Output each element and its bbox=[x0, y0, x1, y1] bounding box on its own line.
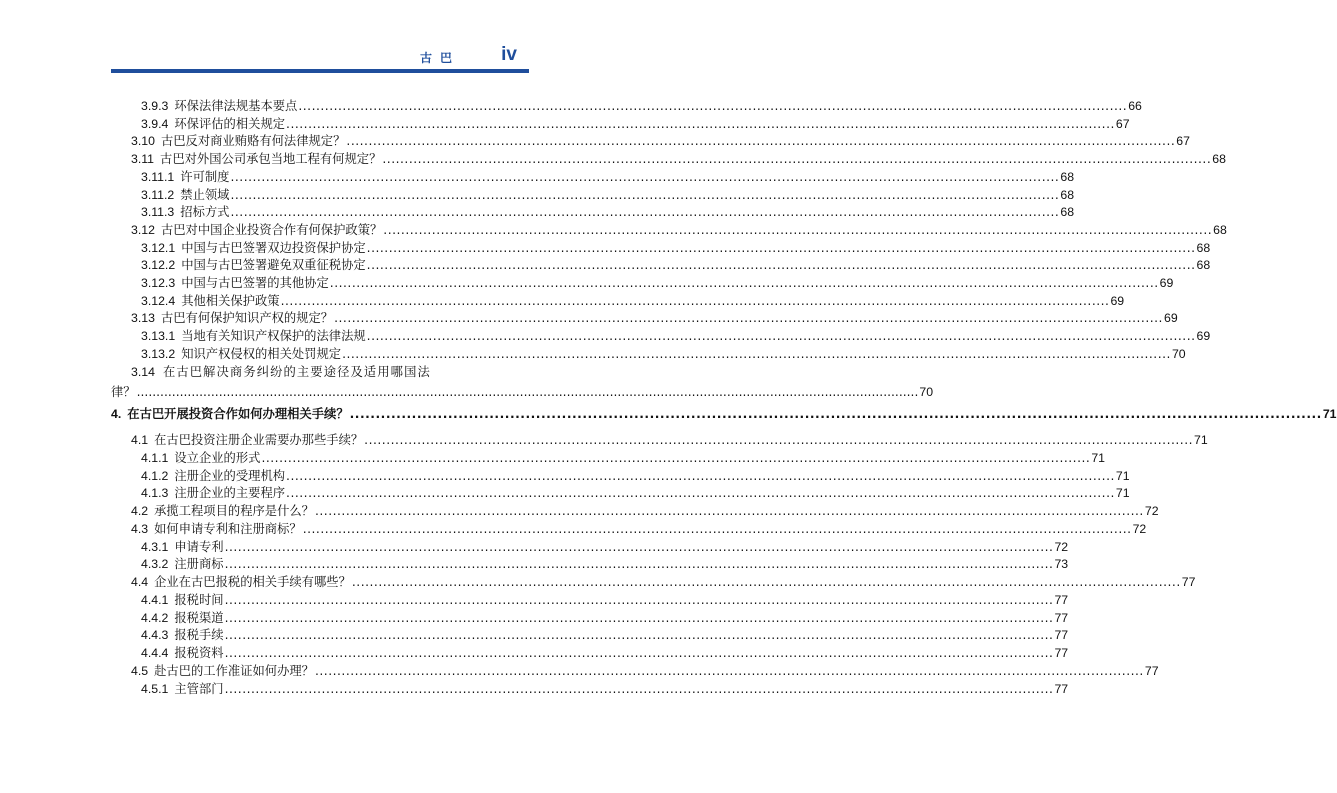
toc-entry-page: 68 bbox=[1212, 152, 1226, 167]
toc-entry[interactable] bbox=[111, 573, 1196, 591]
toc-entry-number: 4.4.4 bbox=[141, 646, 169, 660]
toc-entry-number: 3.10 bbox=[131, 134, 155, 149]
dot-leader bbox=[383, 221, 1212, 239]
dot-leader bbox=[261, 449, 1090, 467]
dot-leader bbox=[225, 644, 1054, 662]
toc-entry[interactable] bbox=[111, 609, 1069, 627]
dot-leader bbox=[281, 292, 1110, 310]
dot-leader bbox=[303, 520, 1132, 538]
toc-entry-page: 68 bbox=[1060, 187, 1075, 202]
dot-leader bbox=[346, 132, 1175, 150]
toc-entry-number: 3.12.4 bbox=[141, 293, 176, 308]
toc-entry-number: 4.1.1 bbox=[141, 450, 169, 465]
toc-entry-title: 环保法律法规基本要点 bbox=[174, 99, 298, 113]
toc-entry[interactable] bbox=[111, 186, 1075, 204]
dot-leader bbox=[382, 150, 1211, 168]
toc-entry-title: 注册企业的主要程序 bbox=[174, 486, 286, 501]
toc-entry-title: 申请专利 bbox=[174, 539, 224, 554]
toc-entry-number: 3.9.4 bbox=[141, 116, 169, 131]
toc-entry-page: 73 bbox=[1054, 557, 1069, 572]
dot-leader bbox=[342, 345, 1171, 363]
toc-entry-page: 66 bbox=[1128, 99, 1142, 113]
dot-leader: ........................................................................................................................................................................................................ bbox=[136, 384, 919, 399]
toc-entry-title: 报税资料 bbox=[174, 646, 224, 660]
toc-entry[interactable] bbox=[111, 221, 1227, 239]
dot-leader bbox=[315, 502, 1144, 520]
toc-entry[interactable] bbox=[111, 591, 1069, 609]
toc-entry-page: 71 bbox=[1091, 450, 1106, 465]
toc-entry-title: 其他相关保护政策 bbox=[181, 293, 280, 308]
dot-leader bbox=[364, 431, 1193, 449]
toc-entry-page: 68 bbox=[1060, 205, 1075, 220]
toc-entry-page: 69 bbox=[1159, 276, 1174, 290]
toc-entry-title: 报税渠道 bbox=[174, 610, 224, 625]
toc-entry[interactable] bbox=[111, 644, 1069, 662]
toc-entry-number: 3.11.3 bbox=[141, 205, 175, 220]
toc-entry-number: 3.14 bbox=[131, 364, 155, 379]
toc-entry-number: 4.4.3 bbox=[141, 628, 169, 643]
toc-entry-page: 71 bbox=[1322, 407, 1337, 421]
toc-entry-page: 77 bbox=[1054, 646, 1069, 660]
toc-entry-page: 71 bbox=[1115, 486, 1130, 501]
toc-entry-title: 设立企业的形式 bbox=[174, 450, 261, 465]
dot-leader bbox=[225, 626, 1054, 644]
dot-leader bbox=[350, 405, 1322, 423]
toc-entry[interactable] bbox=[111, 680, 1069, 698]
toc-entry-number: 4.4 bbox=[131, 575, 149, 589]
toc-entry-wrapped[interactable] bbox=[111, 362, 934, 402]
toc-entry-page: 77 bbox=[1054, 610, 1069, 625]
toc-entry-page: 71 bbox=[1194, 433, 1208, 447]
toc-entry-number: 3.12.1 bbox=[141, 240, 176, 255]
toc-entry[interactable] bbox=[111, 292, 1125, 310]
toc-entry[interactable] bbox=[111, 431, 1208, 449]
toc-entry[interactable] bbox=[111, 662, 1159, 680]
toc-entry-number: 4.4.1 bbox=[141, 592, 169, 607]
toc-entry-title: 在古巴投资注册企业需要办那些手续？ bbox=[154, 433, 364, 447]
toc-entry-page: 72 bbox=[1054, 539, 1069, 554]
toc-entry[interactable] bbox=[111, 150, 1226, 168]
dot-leader bbox=[286, 115, 1115, 133]
toc-entry-title: 在古巴解决商务纠纷的主要途径及适用哪国法 bbox=[162, 364, 431, 379]
toc-entry-title: 中国与古巴签署的其他协定 bbox=[181, 276, 329, 290]
toc-entry-title: 赴古巴的工作准证如何办理？ bbox=[154, 663, 314, 678]
toc-entry-number: 4.3.1 bbox=[141, 539, 169, 554]
toc-entry-number: 3.13.1 bbox=[141, 329, 176, 344]
toc-entry-page: 69 bbox=[1110, 293, 1125, 308]
toc-entry[interactable] bbox=[111, 555, 1069, 573]
dot-leader bbox=[225, 680, 1054, 698]
toc-entry-number: 3.12 bbox=[131, 222, 155, 237]
toc-entry[interactable] bbox=[111, 345, 1186, 363]
toc-entry-page: 77 bbox=[1054, 592, 1069, 607]
dot-leader bbox=[334, 309, 1163, 327]
toc-entry[interactable] bbox=[111, 626, 1069, 644]
toc-entry[interactable] bbox=[111, 405, 1337, 423]
dot-leader bbox=[286, 484, 1115, 502]
toc-entry-title-continued: 律？ bbox=[111, 384, 136, 399]
toc-entry-title: 中国与古巴签署避免双重征税协定 bbox=[181, 258, 366, 273]
toc-entry[interactable] bbox=[111, 168, 1075, 186]
toc-entry-number: 4.2 bbox=[131, 504, 149, 518]
dot-leader bbox=[225, 591, 1054, 609]
toc-entry-page: 77 bbox=[1181, 575, 1196, 589]
running-header-country: 古巴 bbox=[419, 51, 460, 65]
toc-entry[interactable] bbox=[111, 538, 1069, 556]
toc-entry-page: 71 bbox=[1115, 468, 1130, 483]
toc-entry-page: 77 bbox=[1054, 681, 1069, 696]
toc-entry-page: 68 bbox=[1213, 222, 1227, 237]
toc-entry[interactable] bbox=[111, 327, 1211, 345]
toc-entry-number: 3.12.2 bbox=[141, 258, 176, 273]
dot-leader bbox=[225, 555, 1054, 573]
toc-entry[interactable] bbox=[111, 467, 1130, 485]
toc-entry-title: 当地有关知识产权保护的法律法规 bbox=[181, 329, 366, 344]
toc-entry[interactable] bbox=[111, 449, 1106, 467]
dot-leader bbox=[225, 538, 1054, 556]
toc-entry-title: 环保评估的相关规定 bbox=[174, 116, 286, 131]
toc-entry-number: 3.13 bbox=[131, 311, 155, 326]
toc-entry[interactable] bbox=[111, 502, 1159, 520]
toc-entry-page: 69 bbox=[1163, 311, 1178, 326]
toc-entry-page: 72 bbox=[1132, 521, 1147, 536]
toc-entry-page: 67 bbox=[1115, 116, 1130, 131]
toc-entry[interactable] bbox=[111, 484, 1130, 502]
dot-leader bbox=[298, 97, 1127, 115]
toc-entry[interactable] bbox=[111, 132, 1190, 150]
toc-entry[interactable] bbox=[111, 520, 1147, 538]
toc-entry-title: 禁止领域 bbox=[180, 187, 230, 202]
toc-entry-number: 4.3.2 bbox=[141, 557, 169, 572]
toc-entry[interactable] bbox=[111, 256, 1211, 274]
toc-entry-title: 注册企业的受理机构 bbox=[174, 468, 286, 483]
toc-entry-number: 3.12.3 bbox=[141, 276, 176, 290]
toc-entry-number: 3.11 bbox=[131, 152, 155, 167]
toc-entry-number: 4. bbox=[111, 407, 122, 421]
dot-leader bbox=[230, 203, 1059, 221]
toc-entry-title: 许可制度 bbox=[180, 169, 230, 184]
dot-leader bbox=[352, 573, 1181, 591]
toc-entry[interactable] bbox=[111, 239, 1211, 257]
toc-entry-title: 承揽工程项目的程序是什么？ bbox=[154, 504, 314, 518]
toc-entry-title: 企业在古巴报税的相关手续有哪些？ bbox=[154, 575, 351, 589]
toc-entry-number: 3.11.1 bbox=[141, 169, 175, 184]
toc-entry-number: 3.9.3 bbox=[141, 99, 169, 113]
dot-leader bbox=[367, 327, 1196, 345]
toc-entry-page: 68 bbox=[1196, 240, 1211, 255]
toc-entry-title: 古巴对中国企业投资合作有何保护政策？ bbox=[160, 222, 383, 237]
toc-entry-title: 古巴反对商业贿赂有何法律规定？ bbox=[160, 134, 346, 149]
toc-entry-number: 3.13.2 bbox=[141, 346, 176, 361]
toc-entry-number: 4.1.2 bbox=[141, 468, 169, 483]
toc-entry[interactable] bbox=[111, 309, 1178, 327]
dot-leader bbox=[315, 662, 1144, 680]
toc-entry-page: 68 bbox=[1060, 169, 1075, 184]
dot-leader bbox=[286, 467, 1115, 485]
toc-entry[interactable] bbox=[111, 274, 1174, 292]
toc-entry-number: 4.5 bbox=[131, 663, 149, 678]
toc-entry-page: 77 bbox=[1054, 628, 1069, 643]
dot-leader bbox=[230, 186, 1059, 204]
toc-entry-page: 70 bbox=[919, 384, 934, 399]
toc-entry-title: 在古巴开展投资合作如何办理相关手续？ bbox=[127, 407, 349, 421]
toc-entry-title: 中国与古巴签署双边投资保护协定 bbox=[181, 240, 366, 255]
toc-entry-page: 77 bbox=[1144, 663, 1159, 678]
toc-entry-title: 注册商标 bbox=[174, 557, 224, 572]
dot-leader bbox=[230, 168, 1059, 186]
toc-entry-title: 知识产权侵权的相关处罚规定 bbox=[181, 346, 342, 361]
toc-entry-number: 4.5.1 bbox=[141, 681, 169, 696]
toc-entry-title: 报税时间 bbox=[174, 592, 224, 607]
toc-entry-title: 古巴有何保护知识产权的规定？ bbox=[160, 311, 334, 326]
toc-entry-title: 招标方式 bbox=[180, 205, 230, 220]
toc-entry-title: 报税手续 bbox=[174, 628, 224, 643]
dot-leader bbox=[367, 256, 1196, 274]
toc-entry-title: 古巴对外国公司承包当地工程有何规定？ bbox=[160, 152, 382, 167]
page-number-label: iv bbox=[501, 44, 517, 65]
toc-entry-page: 67 bbox=[1176, 134, 1190, 149]
dot-leader bbox=[330, 274, 1159, 292]
toc-entry-page: 69 bbox=[1196, 329, 1211, 344]
toc-entry[interactable] bbox=[111, 97, 1142, 115]
toc-entry-page: 68 bbox=[1196, 258, 1211, 273]
toc-entry-page: 72 bbox=[1144, 504, 1159, 518]
toc-entry-number: 4.3 bbox=[131, 521, 149, 536]
toc-entry-title: 主管部门 bbox=[174, 681, 224, 696]
toc-entry-number: 3.11.2 bbox=[141, 187, 175, 202]
toc-entry-number: 4.1 bbox=[131, 433, 149, 447]
toc-entry-page: 70 bbox=[1171, 346, 1186, 361]
dot-leader bbox=[367, 239, 1196, 257]
toc-entry[interactable] bbox=[111, 115, 1130, 133]
toc-entry-number: 4.4.2 bbox=[141, 610, 169, 625]
dot-leader bbox=[225, 609, 1054, 627]
toc-entry[interactable] bbox=[111, 203, 1075, 221]
toc-entry-title: 如何申请专利和注册商标？ bbox=[154, 521, 302, 536]
toc-entry-number: 4.1.3 bbox=[141, 486, 169, 501]
